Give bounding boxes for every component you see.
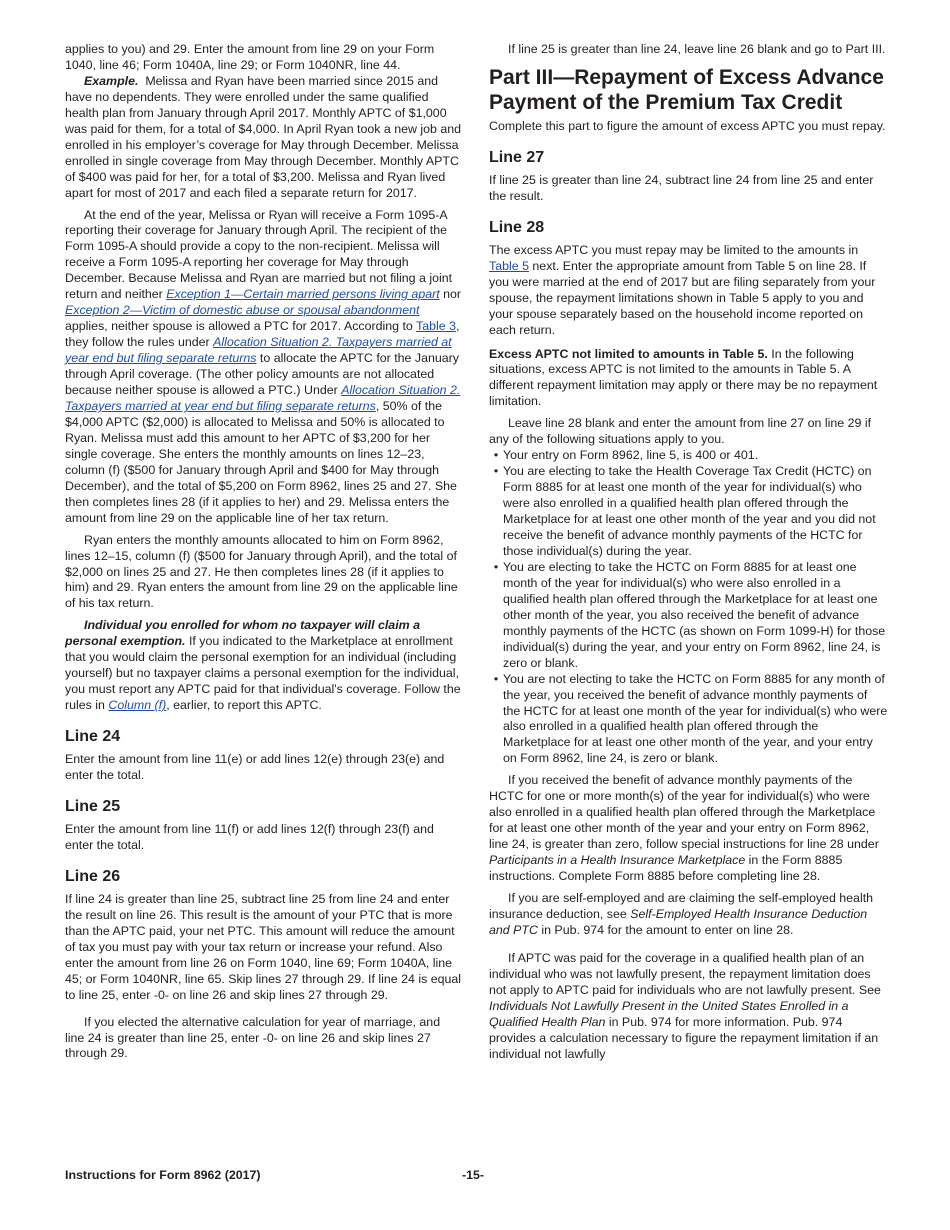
text: next. Enter the appropriate amount from Table 5 on line 28. If you were married at the end of 2017 but are filing separately from your spouse, the repayment limitations shown in Table 5 apply to you and your spouse separately based on the household income reported on each return. xyxy=(489,258,876,337)
line-26-heading: Line 26 xyxy=(65,867,121,885)
text: Self-Employed Health Insurance Deduction and PTC xyxy=(489,906,868,937)
paragraph: Ryan enters the monthly amounts allocated to him on Form 8962, lines 12–15, column (f) ($500 for January through April), and the total of $2,000 on lines 25 and 27. He then completes lines 28 (if it applies to him) and 29. Ryan enters the amount from line 29 on the applicable line of his tax return. xyxy=(65,532,458,611)
text: nor xyxy=(439,287,462,302)
paragraph: If line 24 is greater than line 25, subtract line 25 from line 24 and enter the result on line 26. This result is the amount of your PTC that is more than the APTC paid, your net PTC. This amount will reduce the amount of tax you must pay with your tax return or increase your refund. Also enter the amount from line 26 on Form 1040, line 69; Form 1040A, line 45; or Form 1040NR, line 65. Skip lines 27 through 29. If line 24 is equal to line 25, enter -0- on line 26 and skip lines 27 through 29. xyxy=(65,891,462,1002)
paragraph: applies to you) and 29. Enter the amount from line 29 on your Form 1040, line 46; Form 1040A, line 29; or Form 1040NR, line 44. xyxy=(65,42,435,72)
text: At the end of the year, Melissa or Ryan will receive a Form 1095-A reporting their coverage for January through April. The recipient of the Form 1095-A should provide a copy to the non-recipient. Melissa will receive a Form 1095-A reporting her coverage for May through December. Because Melissa and Ryan are married but not filing a joint return and neither xyxy=(65,207,453,302)
text: to allocate the APTC for the January through April coverage. (The other policy amounts are not allocated because neither spouse is allowed a PTC.) Under xyxy=(65,351,459,398)
text: in Pub. 974 for the amount to enter on line 28. xyxy=(537,922,794,937)
text: Individuals Not Lawfully Present in the United States Enrolled in a Qualified Health Plan xyxy=(489,998,849,1029)
list-item: • Your entry on Form 8962, line 5, is 400 or 401. xyxy=(489,448,888,464)
individual-label: Individual you enrolled for whom no taxpayer will claim a personal exemption. xyxy=(65,618,420,649)
text: The excess APTC you must repay may be limited to the amounts in xyxy=(489,242,859,257)
paragraph: Leave line 28 blank and enter the amount from line 27 on line 29 if any of the following situations apply to you. xyxy=(489,416,872,447)
example-text: Melissa and Ryan have been married since 2015 and have no dependents. They were enrolled under the same qualified health plan from January through April 2017. Monthly APTC of $1,000 was paid for them, for a total of $4,000. In April Ryan took a new job and enrolled in his employer’s coverage for May through December. Melissa enrolled in single coverage from May through December. Monthly APTC of $400 was paid for her, for a total of $3,200. Melissa and Ryan lived apart for most of 2017 and each filed a separate return for 2017. xyxy=(65,73,462,200)
line-28-heading: Line 28 xyxy=(489,218,545,236)
table-3-link[interactable]: Table 3 xyxy=(416,319,457,334)
left-column xyxy=(65,42,462,1062)
list-item: • You are not electing to take the HCTC on Form 8885 for any month of the year, you received the benefit of advance monthly payments of the HCTC for at least one month of the year for individual(s) who were also enrolled in a qualified health plan offered through the Marketplace for at least one other month of the year, and your entry on Form 8962, line 24, is zero or blank. xyxy=(489,672,888,768)
part-3-title: Part III—Repayment of Excess Advance Payment of the Premium Tax Credit xyxy=(489,65,884,115)
excess-paragraph xyxy=(489,347,888,411)
text: , earlier, to report this APTC. xyxy=(166,698,322,713)
text: , they follow the rules under xyxy=(65,319,460,350)
paragraph: Enter the amount from line 11(e) or add lines 12(e) through 23(e) and enter the total. xyxy=(65,752,445,783)
table-5-link[interactable]: Table 5 xyxy=(489,258,529,273)
text: Participants in a Health Insurance Marketplace xyxy=(489,853,746,868)
list-item: • You are electing to take the HCTC on Form 8885 for at least one month of the year for individual(s) who were also enrolled in a qualified health plan offered through the Marketplace for at least one other month of the year, you also received the benefit of advance monthly payments of the HCTC (as shown on Form 1099-H) for those individual(s) during the year, and your entry on Form 8962, line 24, is zero or blank. xyxy=(489,560,888,672)
footer-form-title: Instructions for Form 8962 (2017) xyxy=(65,1168,261,1182)
not-present-paragraph xyxy=(489,951,888,1063)
text: in Pub. 974 for more information. Pub. 974 provides a calculation necessary to figure the repayment limitation if an individual not lawfully xyxy=(489,1014,879,1061)
text: in the Form 8885 instructions. Complete Form 8885 before completing line 28. xyxy=(489,853,843,884)
exception-2-link[interactable]: Exception 2—Victim of domestic abuse or spousal abandonment xyxy=(65,303,420,318)
self-employed-paragraph xyxy=(489,891,888,939)
exception-1-link[interactable]: Exception 1—Certain married persons living apart xyxy=(166,287,440,302)
individual-paragraph xyxy=(65,618,462,714)
paragraph: If line 25 is greater than line 24, leave line 26 blank and go to Part III. xyxy=(508,42,886,56)
allocation-paragraph xyxy=(65,208,462,527)
excess-label: Excess APTC not limited to amounts in Table 5. xyxy=(489,346,768,361)
text: In the following situations, excess APTC is not limited to the amounts in Table 5. A different repayment limitation may apply or there may be no repayment limitation. xyxy=(489,346,878,409)
example-label: Example. xyxy=(84,73,139,88)
text: If you are self-employed and are claiming the self-employed health insurance deduction, see xyxy=(489,890,874,921)
allocation-situation-2-link-b[interactable]: Allocation Situation 2. Taxpayers married at year end but filing separate returns xyxy=(65,383,461,413)
page-number: -15- xyxy=(462,1168,485,1182)
list-item: • You are electing to take the Health Coverage Tax Credit (HCTC) on Form 8885 for at least one month of the year for individual(s) who were also enrolled in a qualified health plan offered through the Marketplace for at least one other month of the year and you did not receive the benefit of advance monthly payments of the HCTC for those individual(s) during the year. xyxy=(489,464,888,560)
right-column xyxy=(489,42,888,1063)
example-paragraph xyxy=(65,74,462,202)
text: If you indicated to the Marketplace at enrollment that you would claim the personal exemption for an individual (including yourself) but no taxpayer claims a personal exemption for the individual, you must report any APTC paid for that individual's coverage. Follow the rules in xyxy=(65,634,461,713)
paragraph: Complete this part to figure the amount of excess APTC you must repay. xyxy=(489,118,886,133)
paragraph: If line 25 is greater than line 24, subtract line 24 from line 25 and enter the result. xyxy=(489,172,874,203)
paragraph: Enter the amount from line 11(f) or add lines 12(f) through 23(f) and enter the total. xyxy=(65,821,434,852)
text: applies, neither spouse is allowed a PTC for 2017. According to xyxy=(65,319,417,334)
text: If APTC was paid for the coverage in a qualified health plan of an individual who was not lawfully present, the repayment limitation does not apply to APTC paid for individuals who are not lawfully present. See xyxy=(489,950,881,997)
line-25-heading: Line 25 xyxy=(65,797,121,815)
line-24-heading: Line 24 xyxy=(65,728,121,746)
paragraph: If you elected the alternative calculation for year of marriage, and line 24 is greater than line 25, enter -0- on line 26 and skip lines 27 through 29. xyxy=(65,1014,441,1061)
allocation-situation-2-link[interactable]: Allocation Situation 2. Taxpayers married at year end but filing separate returns xyxy=(65,335,452,366)
line-27-heading: Line 27 xyxy=(489,148,545,166)
line-28-paragraph xyxy=(489,243,888,339)
hctc-paragraph xyxy=(489,773,888,885)
text: , 50% of the $4,000 APTC ($2,000) is allocated to Melissa and 50% is allocated to Ryan. Melissa must add this amount to her APTC of $3,200 for her single coverage. She enters the monthly amounts on lines 12–23, column (f) ($500 for January through April and $400 for May through December), and the total of $5,200 on Form 8962, lines 25 and 27. She then completes lines 28 (if it applies to her) and 29. Melissa enters the amount from line 29 on the applicable line of her tax return. xyxy=(65,398,457,525)
column-f-link[interactable]: Column (f) xyxy=(108,698,167,713)
text: If you received the benefit of advance monthly payments of the HCTC for one or more month(s) of the year for individual(s) who were also enrolled in a qualified health plan offered through the Marketplace for at least one other month of the year and your entry on Form 8962, line 24, is greater than zero, follow special instructions for line 28 under xyxy=(489,773,879,852)
